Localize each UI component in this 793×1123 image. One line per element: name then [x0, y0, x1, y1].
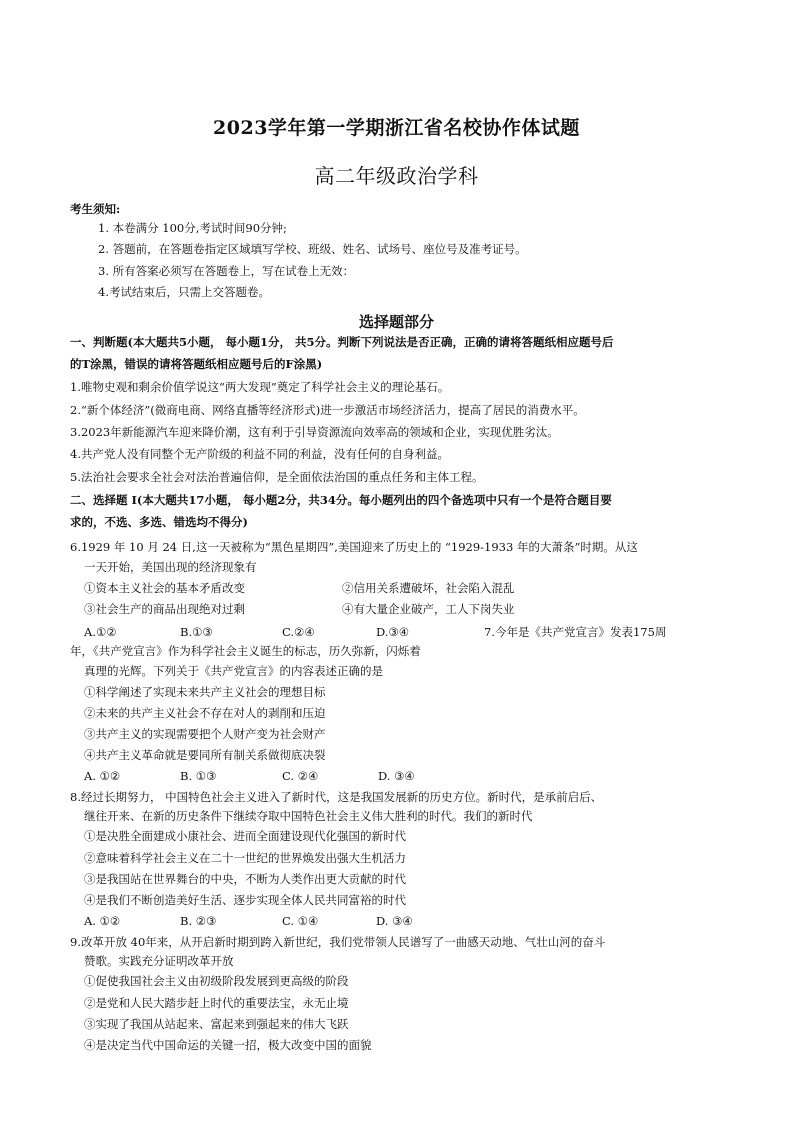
question-5: 5.法治社会要求全社会对法治普遍信仰，是全面依法治国的重点任务和主体工程。	[70, 470, 484, 484]
q6-stem-line1: 6.1929 年 10 月 24 日,这一天被称为“黑色星期四”,美国迎来了历史上的 “1929-1933 年的大萧条”时期。从这	[70, 540, 638, 554]
notice-item-4: 4.考试结束后，只需上交答题卷。	[98, 285, 270, 299]
q7-option-2: ②未来的共产主义社会不存在对人的剥削和压迫	[84, 706, 326, 720]
q8-stem-line2: 继往开来、在新的历史条件下继续夺取中国特色社会主义伟大胜利的时代。我们的新时代	[84, 809, 533, 823]
q9-option-3: ③实现了我国从站起来、富起来到强起来的伟大飞跃	[84, 1017, 349, 1031]
notice-item-3: 3. 所有答案必须写在答题卷上，写在试卷上无效：	[98, 264, 355, 278]
q7-choice-c: C. ②④	[282, 769, 319, 783]
section-title: 选择题部分	[358, 313, 434, 331]
exam-title: 2023学年第一学期浙江省名校协作体试题	[213, 117, 580, 139]
q7-option-4: ④共产主义革命就是要同所有制关系做彻底决裂	[84, 748, 326, 762]
q9-option-1: ①促使我国社会主义由初级阶段发展到更高级的阶段	[84, 974, 349, 988]
q6-stem-line2: 一天开始，美国出现的经济现象有	[84, 560, 257, 574]
q8-choice-c: C. ①④	[282, 914, 319, 928]
question-2: 2.“新个体经济”(微商电商、网络直播等经济形式)进一步激活市场经济活力，提高了居民的消费水平。	[70, 403, 585, 417]
q9-stem-line2: 赞歌。实践充分证明改革开放	[84, 954, 234, 968]
part1-heading-line1: 一、判断题(本大题共5小题， 每小题1分， 共5分。判断下列说法是否正确，正确的请将答题纸相应题号后	[70, 335, 614, 349]
q7-option-1: ①科学阐述了实现未来共产主义社会的理想目标	[84, 685, 326, 699]
q8-option-2: ②意味着科学社会主义在二十一世纪的世界焕发出强大生机活力	[84, 851, 406, 865]
q6-choice-b: B.①③	[180, 625, 213, 639]
q6-option-4: ④有大量企业破产，工人下岗失业	[342, 602, 515, 616]
q8-option-4: ④是我们不断创造美好生活、逐步实现全体人民共同富裕的时代	[84, 893, 406, 907]
notice-heading: 考生须知:	[70, 202, 121, 216]
q8-choice-b: B. ②③	[180, 914, 217, 928]
exam-subtitle: 高二年级政治学科	[314, 164, 479, 188]
q8-option-3: ③是我国站在世界舞台的中央，不断为人类作出更大贡献的时代	[84, 872, 406, 886]
q8-stem-line1: 8.经过长期努力， 中国特色社会主义进入了新时代，这是我国发展新的历史方位。新时代，是承前启后、	[70, 790, 603, 804]
notice-item-1: 1. 本卷满分 100分,考试时间90分钟;	[98, 221, 287, 235]
question-1: 1.唯物史观和剩余价值学说这“两大发现”奠定了科学社会主义的理论基石。	[70, 380, 450, 394]
q6-choice-c: C.②④	[282, 625, 315, 639]
q9-option-4: ④是决定当代中国命运的关键一招，极大改变中国的面貌	[84, 1038, 372, 1052]
part1-heading-line2: 的T涂黑，错误的请将答题纸相应题号后的F涂黑)	[70, 357, 323, 371]
q6-option-2: ②信用关系遭破坏，社会陷入混乱	[342, 581, 515, 595]
question-3: 3.2023年新能源汽车迎来降价潮，这有利于引导资源流向效率高的领域和企业，实现优胜劣汰。	[70, 425, 559, 439]
q9-option-2: ②是党和人民大踏步赶上时代的重要法宝，永无止境	[84, 996, 349, 1010]
q8-option-1: ①是决胜全面建成小康社会、进而全面建设现代化强国的新时代	[84, 829, 406, 843]
q7-stem-line3: 真理的光辉。下列关于《共产党宣言》的内容表述正确的是	[84, 664, 383, 678]
q6-choice-a: A.①②	[84, 625, 117, 639]
q6-option-3: ③社会生产的商品出现绝对过剩	[84, 602, 245, 616]
q7-choice-d: D. ③④	[378, 769, 415, 783]
notice-item-2: 2. 答题前，在答题卷指定区域填写学校、班级、姓名、试场号、座位号及准考证号。	[98, 242, 527, 256]
q9-stem-line1: 9.改革开放 40年来，从开启新时期到跨入新世纪，我们党带领人民谱写了一曲感天动地、气壮山河的奋斗	[70, 935, 606, 949]
q7-option-3: ③共产主义的实现需要把个人财产变为社会财产	[84, 727, 326, 741]
question-4: 4.共产党人没有同整个无产阶级的利益不同的利益，没有任何的自身利益。	[70, 447, 449, 461]
part2-heading-line1: 二、选择题 Ⅰ(本大题共17小题， 每小题2分，共34分。每小题列出的四个备选项中只有一个是符合题目要	[70, 493, 612, 507]
q7-stem-line1: 7.今年是《共产党宣言》发表175周	[484, 625, 667, 639]
q7-stem-line2: 年，《共产党宣言》作为科学社会主义诞生的标志，历久弥新，闪烁着	[70, 644, 421, 658]
q8-choice-d: D. ③④	[376, 914, 413, 928]
q6-choice-d: D.③④	[376, 625, 410, 639]
q8-choice-a: A. ①②	[84, 914, 121, 928]
q7-choice-a: A. ①②	[84, 769, 121, 783]
q6-option-1: ①资本主义社会的基本矛盾改变	[84, 581, 245, 595]
q7-choice-b: B. ①③	[180, 769, 217, 783]
part2-heading-line2: 求的，不选、多选、错选均不得分)	[70, 515, 248, 529]
